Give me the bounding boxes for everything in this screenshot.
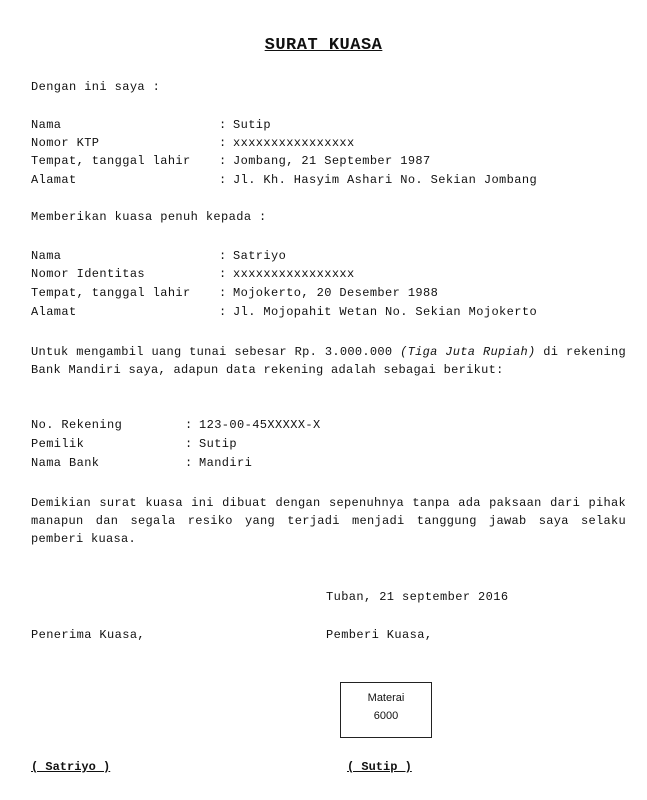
grantor-label: Nama bbox=[31, 118, 62, 132]
intro-text: Dengan ini saya : bbox=[31, 80, 161, 94]
grantor-value: Sutip bbox=[233, 118, 272, 132]
colon-separator: : bbox=[185, 418, 193, 432]
amount-in-words: (Tiga Juta Rupiah) bbox=[400, 345, 536, 359]
grantee-label: Tempat, tanggal lahir bbox=[31, 286, 191, 300]
grantor-value: Jl. Kh. Hasyim Ashari No. Sekian Jombang bbox=[233, 173, 538, 187]
grantor-label: Nomor KTP bbox=[31, 136, 100, 150]
grant-statement: Memberikan kuasa penuh kepada : bbox=[31, 210, 267, 224]
colon-separator: : bbox=[185, 456, 193, 470]
colon-separator: : bbox=[219, 305, 227, 319]
grantor-label: Alamat bbox=[31, 173, 77, 187]
grantee-label: Nama bbox=[31, 249, 62, 263]
closing-paragraph: Demikian surat kuasa ini dibuat dengan sepenuhnya tanpa ada paksaan dari pihak manapun dan segala resiko yang terjadi menjadi tanggung jawab saya selaku pemberi kuasa. bbox=[31, 496, 626, 546]
place-date: Tuban, 21 september 2016 bbox=[326, 590, 509, 604]
receiver-label: Penerima Kuasa, bbox=[31, 628, 146, 642]
account-value: Mandiri bbox=[199, 456, 253, 470]
grantee-value: xxxxxxxxxxxxxxxx bbox=[233, 267, 355, 281]
giver-signature-name: ( Sutip ) bbox=[347, 760, 412, 774]
grantor-value: Jombang, 21 September 1987 bbox=[233, 154, 431, 168]
colon-separator: : bbox=[219, 267, 227, 281]
colon-separator: : bbox=[185, 437, 193, 451]
account-value: Sutip bbox=[199, 437, 238, 451]
stamp-line: Materai bbox=[367, 692, 405, 704]
account-value: 123-00-45XXXXX-X bbox=[199, 418, 321, 432]
grantee-value: Satriyo bbox=[233, 249, 287, 263]
colon-separator: : bbox=[219, 249, 227, 263]
grantor-label: Tempat, tanggal lahir bbox=[31, 154, 191, 168]
grantee-label: Nomor Identitas bbox=[31, 267, 146, 281]
grantee-label: Alamat bbox=[31, 305, 77, 319]
grantee-value: Mojokerto, 20 Desember 1988 bbox=[233, 286, 439, 300]
colon-separator: : bbox=[219, 173, 227, 187]
colon-separator: : bbox=[219, 154, 227, 168]
colon-separator: : bbox=[219, 118, 227, 132]
account-label: No. Rekening bbox=[31, 418, 123, 432]
colon-separator: : bbox=[219, 286, 227, 300]
stamp-value: 6000 bbox=[373, 710, 399, 722]
document-title: SURAT KUASA bbox=[264, 36, 383, 55]
purpose-paragraph bbox=[31, 343, 626, 379]
receiver-signature-name: ( Satriyo ) bbox=[31, 760, 111, 774]
purpose-text: Untuk mengambil uang tunai sebesar Rp. 3.000.000 bbox=[31, 345, 401, 359]
colon-separator: : bbox=[219, 136, 227, 150]
account-label: Nama Bank bbox=[31, 456, 100, 470]
giver-label: Pemberi Kuasa, bbox=[326, 628, 433, 642]
duty-stamp bbox=[340, 682, 432, 738]
account-label: Pemilik bbox=[31, 437, 85, 451]
grantor-value: xxxxxxxxxxxxxxxx bbox=[233, 136, 355, 150]
purpose-text: di rekening Bank Mandiri saya, adapun data rekening adalah sebagai berikut: bbox=[31, 345, 626, 377]
grantee-value: Jl. Mojopahit Wetan No. Sekian Mojokerto bbox=[233, 305, 538, 319]
